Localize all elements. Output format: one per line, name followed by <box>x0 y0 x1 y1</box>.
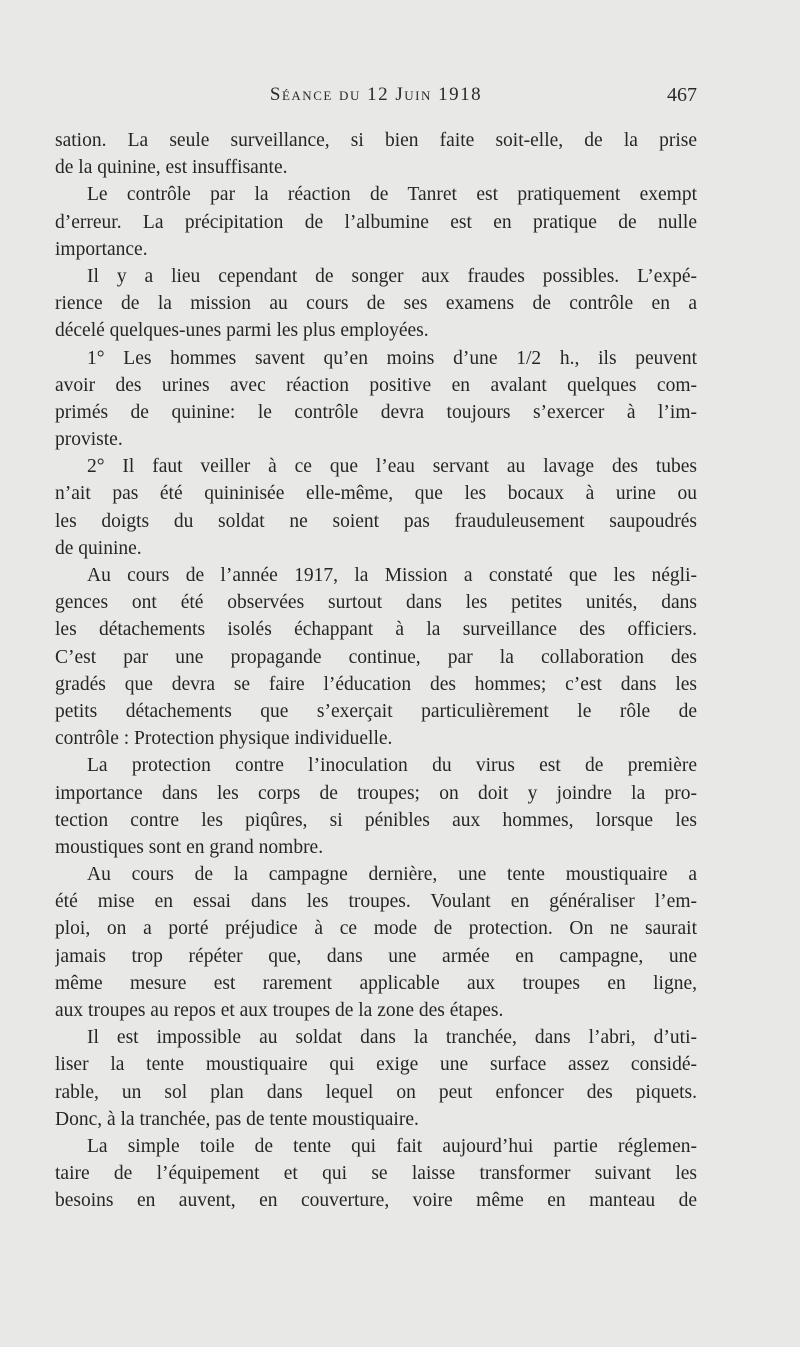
text-line: Il est impossible au soldat dans la tranchée, dans l’abri, d’uti- <box>87 1027 697 1049</box>
text-line: de quinine. <box>55 537 142 559</box>
text-line: Donc, à la tranchée, pas de tente moustiquaire. <box>55 1108 419 1130</box>
text-line: primés de quinine: le contrôle devra toujours s’exercer à l’im- <box>55 401 697 423</box>
text-line: été mise en essai dans les troupes. Voulant en généraliser l’em- <box>55 891 697 913</box>
text-line: même mesure est rarement applicable aux troupes en ligne, <box>55 972 697 994</box>
text-line: contrôle : Protection physique individuelle. <box>55 728 393 750</box>
text-line: moustiques sont en grand nombre. <box>55 836 324 858</box>
text-line: décelé quelques-unes parmi les plus employées. <box>55 320 429 342</box>
text-line: importance dans les corps de troupes; on doit y joindre la pro- <box>55 782 697 804</box>
text-line: les doigts du soldat ne soient pas frauduleusement saupoudrés <box>55 510 697 532</box>
text-line: taire de l’équipement et qui se laisse transformer suivant les <box>55 1163 697 1185</box>
text-line: rience de la mission au cours de ses examens de contrôle en a <box>55 293 697 315</box>
text-line: d’erreur. La précipitation de l’albumine est en pratique de nulle <box>55 211 697 233</box>
text-line: liser la tente moustiquaire qui exige une surface assez considé- <box>55 1054 697 1076</box>
text-line: les détachements isolés échappant à la surveillance des officiers. <box>55 619 697 641</box>
text-line: Au cours de la campagne dernière, une tente moustiquaire a <box>87 864 697 886</box>
body-text <box>55 127 697 1215</box>
running-head: Séance du 12 Juin 1918 <box>269 84 483 105</box>
page-number: 467 <box>667 84 697 106</box>
text-line: gences ont été observées surtout dans les petites unités, dans <box>55 592 697 614</box>
text-line: Le contrôle par la réaction de Tanret est pratiquement exempt <box>87 184 697 206</box>
text-line: tection contre les piqûres, si pénibles aux hommes, lorsque les <box>55 809 697 831</box>
page-header <box>55 84 697 110</box>
text-line: ploi, on a porté préjudice à ce mode de protection. On ne saurait <box>55 918 697 940</box>
text-line: gradés que devra se faire l’éducation des hommes; c’est dans les <box>55 673 697 695</box>
text-line: 2° Il faut veiller à ce que l’eau servant au lavage des tubes <box>87 456 697 478</box>
text-line: Au cours de l’année 1917, la Mission a constaté que les négli- <box>87 565 697 586</box>
text-line: de la quinine, est insuffisante. <box>55 157 288 179</box>
text-line: 1° Les hommes savent qu’en moins d’une 1/2 h., ils peuvent <box>87 347 697 369</box>
text-line: besoins en auvent, en couverture, voire même en manteau de <box>55 1190 697 1212</box>
text-line: importance. <box>55 238 148 260</box>
text-line: sation. La seule surveillance, si bien faite soit-elle, de la prise <box>55 130 697 151</box>
text-line: petits détachements que s’exerçait particulièrement le rôle de <box>55 700 697 722</box>
text-line: n’ait pas été quininisée elle-même, que les bocaux à urine ou <box>55 483 697 505</box>
text-line: jamais trop répéter que, dans une armée en campagne, une <box>55 945 697 967</box>
text-line: La simple toile de tente qui fait aujourd’hui partie réglemen- <box>87 1135 697 1157</box>
text-line: C’est par une propagande continue, par la collaboration des <box>55 646 697 668</box>
text-line: proviste. <box>55 429 123 451</box>
text-line: avoir des urines avec réaction positive en avalant quelques com- <box>55 374 697 396</box>
text-line: rable, un sol plan dans lequel on peut enfoncer des piquets. <box>55 1081 697 1103</box>
text-line: La protection contre l’inoculation du virus est de première <box>87 755 697 777</box>
text-line: aux troupes au repos et aux troupes de la zone des étapes. <box>55 1000 504 1021</box>
text-line: Il y a lieu cependant de songer aux fraudes possibles. L’expé- <box>87 265 697 287</box>
